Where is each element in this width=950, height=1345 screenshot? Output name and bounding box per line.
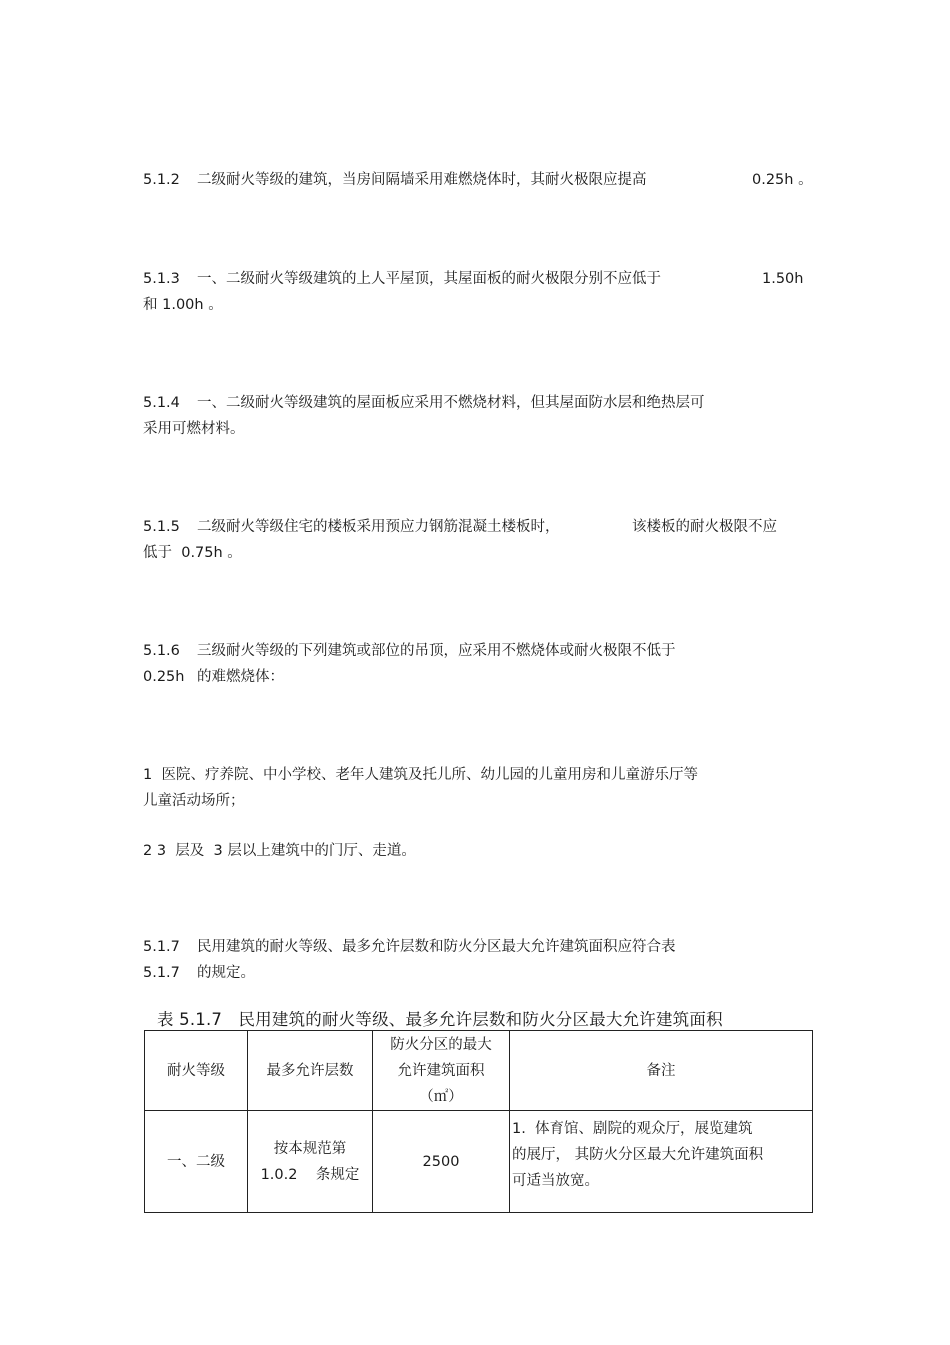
table-caption: 表 5.1.7 民用建筑的耐火等级、最多允许层数和防火分区最大允许建筑面积 <box>157 1010 723 1029</box>
list-item-2 <box>143 838 813 864</box>
clause-5-1-7 <box>143 934 813 986</box>
clause-text: 一、二级耐火等级建筑的屋面板应采用不燃烧材料，但其屋面防水层和绝热层可 <box>197 395 705 411</box>
table-header-row <box>145 1031 813 1111</box>
list-item-text-continued: 儿童活动场所； <box>143 793 245 809</box>
clause-value: 0.25h <box>143 669 185 685</box>
header-area <box>373 1031 510 1111</box>
fire-rating-table <box>144 1030 813 1213</box>
list-item-1 <box>143 762 813 814</box>
list-item-text: 1 医院、疗养院、中小学校、老年人建筑及托儿所、幼儿园的儿童用房和儿童游乐厅等 <box>143 767 698 783</box>
header-note: 备注 <box>510 1031 813 1111</box>
clause-text-tail: 0.25h 。 <box>752 172 813 188</box>
list-item-text: 2 3 层及 3 层以上建筑中的门厅、走道。 <box>143 843 416 859</box>
cell-floors-line1: 按本规范第 <box>273 1140 347 1157</box>
clause-5-1-4 <box>143 390 813 442</box>
cell-floors-line2: 1.0.2 条规定 <box>260 1166 360 1183</box>
cell-grade: 一、二级 <box>145 1111 248 1213</box>
cell-note-line2: 的展厅， 其防火分区最大允许建筑面积 <box>512 1147 764 1163</box>
clause-5-1-2 <box>143 167 813 193</box>
clause-text: 三级耐火等级的下列建筑或部位的吊顶，应采用不燃烧体或耐火极限不低于 <box>197 643 676 659</box>
cell-note-line3: 可适当放宽。 <box>512 1173 599 1189</box>
header-floors: 最多允许层数 <box>248 1031 373 1111</box>
clause-text-continued: 和 1.00h 。 <box>143 297 223 313</box>
clause-value: 5.1.7 <box>143 965 180 981</box>
clause-number: 5.1.2 <box>143 172 180 188</box>
cell-floors <box>248 1111 373 1213</box>
clause-text-continued: 的规定。 <box>197 965 255 981</box>
clause-number: 5.1.5 <box>143 519 180 535</box>
clause-text-continued: 采用可燃材料。 <box>143 421 245 437</box>
clause-text-continued: 的难燃烧体： <box>197 669 284 685</box>
clause-text: 民用建筑的耐火等级、最多允许层数和防火分区最大允许建筑面积应符合表 <box>197 939 676 955</box>
table-row <box>145 1111 813 1213</box>
cell-note <box>510 1111 813 1213</box>
cell-area: 2500 <box>373 1111 510 1213</box>
clause-number: 5.1.7 <box>143 939 180 955</box>
clause-text: 一、二级耐火等级建筑的上人平屋顶，其屋面板的耐火极限分别不应低于 <box>197 271 661 287</box>
clause-5-1-3 <box>143 266 813 318</box>
clause-text: 二级耐火等级的建筑，当房间隔墙采用难燃烧体时，其耐火极限应提高 <box>197 172 647 188</box>
clause-text-tail: 该楼板的耐火极限不应 <box>632 519 777 535</box>
header-area-line1: 防火分区的最大 <box>390 1036 492 1053</box>
header-grade: 耐火等级 <box>145 1031 248 1111</box>
header-area-unit: （㎡） <box>419 1088 463 1105</box>
header-area-line2: 允许建筑面积 <box>397 1062 485 1079</box>
clause-text-tail: 1.50h <box>762 271 804 287</box>
clause-5-1-6 <box>143 638 813 690</box>
clause-text: 二级耐火等级住宅的楼板采用预应力钢筋混凝土楼板时， <box>197 519 560 535</box>
clause-number: 5.1.4 <box>143 395 180 411</box>
clause-number: 5.1.3 <box>143 271 180 287</box>
cell-note-line1: 1. 体育馆、剧院的观众厅，展览建筑 <box>512 1121 753 1137</box>
clause-text-continued: 低于 0.75h 。 <box>143 545 242 561</box>
clause-number: 5.1.6 <box>143 643 180 659</box>
